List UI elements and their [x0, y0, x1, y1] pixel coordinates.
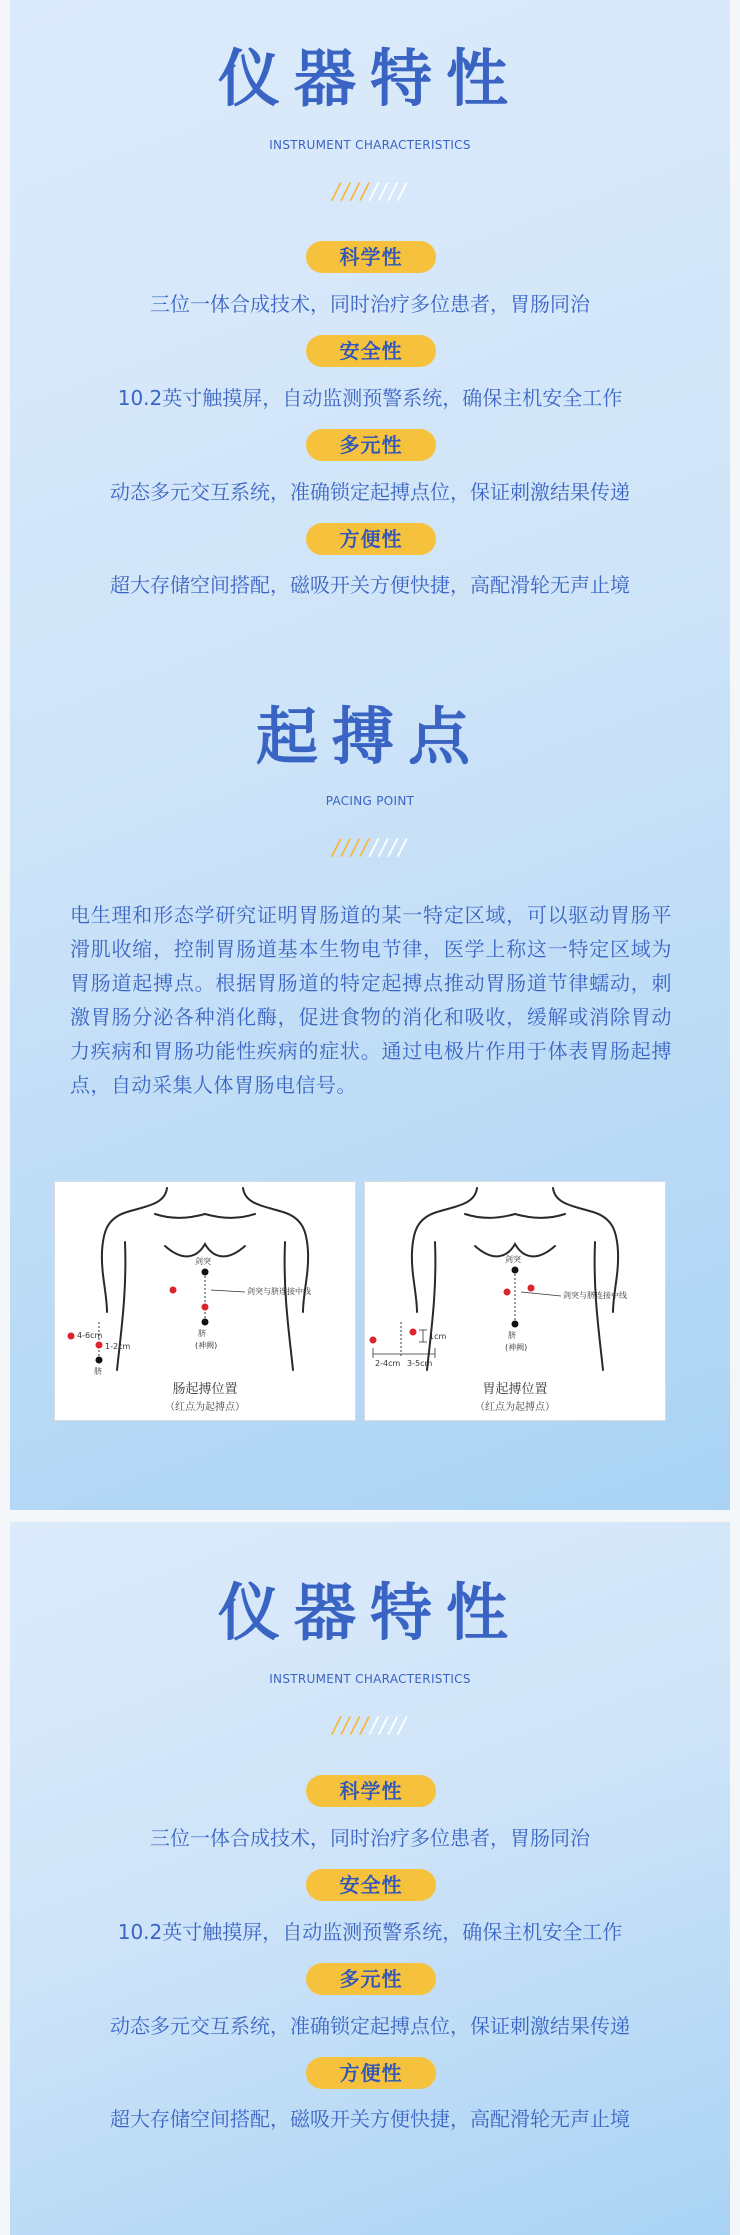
feature-text: 10.2英寸触摸屏，自动监测预警系统，确保主机安全工作 [117, 386, 623, 410]
feature-badge-scientific: 科学性 [306, 241, 436, 273]
pacing-point-description: 电生理和形态学研究证明胃肠道的某一特定区域，可以驱动胃肠平滑肌收缩，控制胃肠道基本生物电节律，医学上称这一特定区域为胃肠道起搏点。根据胃肠道的特定起搏点推动胃肠道节律蠕动，刺激胃肠分泌各种消化酶，促进食物的消化和吸收，缓解或消除胃动力疾病和胃肠功能性疾病的症状。通过电极片作用于体表胃肠起搏点，自动采集人体胃肠电信号。 [70, 903, 672, 1097]
pacing-point [410, 1329, 417, 1336]
xiphoid-label: 剑突 [505, 1255, 521, 1264]
figure-caption: 肠起搏位置 [172, 1382, 238, 1397]
feature-text: 动态多元交互系统，准确锁定起搏点位，保证刺激结果传递 [110, 480, 630, 504]
figure-note: （红点为起搏点） [475, 1402, 555, 1413]
section-title: 仪器特性 [217, 1576, 522, 1649]
feature-text: 三位一体合成技术，同时治疗多位患者，胃肠同治 [150, 1826, 590, 1850]
figure-caption: 胃起搏位置 [482, 1382, 548, 1397]
feature-badge-diversity: 多元性 [306, 1963, 436, 1995]
feature-text: 10.2英寸触摸屏，自动监测预警系统，确保主机安全工作 [117, 1920, 623, 1944]
navel-sub-label: (神阙) [195, 1341, 218, 1350]
feature-badge-convenience: 方便性 [306, 523, 436, 555]
slash-divider: //////// [332, 180, 408, 205]
navel-label: 脐 [198, 1329, 206, 1338]
pacing-point [528, 1285, 535, 1292]
measure-label: 1-2cm [105, 1342, 131, 1351]
measure-label: 3-5cm [407, 1359, 433, 1368]
feature-badge-safety: 安全性 [306, 1869, 436, 1901]
intestine-pacing-diagram [54, 1181, 356, 1421]
feature-text: 动态多元交互系统，准确锁定起搏点位，保证刺激结果传递 [110, 2014, 630, 2038]
midline-label: 剑突与脐连接中线 [247, 1287, 311, 1296]
feature-text: 超大存储空间搭配，磁吸开关方便快捷，高配滑轮无声止境 [110, 573, 630, 597]
feature-badge-scientific: 科学性 [306, 1775, 436, 1807]
section-subtitle: INSTRUMENT CHARACTERISTICS [269, 1672, 471, 1686]
feature-badge-diversity: 多元性 [306, 429, 436, 461]
slash-divider: //////// [332, 1714, 408, 1739]
pacing-point [202, 1304, 209, 1311]
section-subtitle: PACING POINT [325, 794, 415, 808]
characteristics-panel [10, 1522, 730, 2235]
midline-label: 剑突与脐连接中线 [563, 1291, 627, 1300]
measure-label: 4-6cm [77, 1331, 103, 1340]
measure-label: 1cm [429, 1332, 447, 1341]
stomach-pacing-diagram [364, 1181, 666, 1421]
slash-divider: //////// [332, 836, 408, 861]
section-subtitle: INSTRUMENT CHARACTERISTICS [269, 138, 471, 152]
pacing-point [68, 1333, 75, 1340]
navel-label: 脐 [508, 1331, 516, 1340]
pacing-point [170, 1287, 177, 1294]
figure-note: （红点为起搏点） [165, 1402, 245, 1413]
section-title: 起搏点 [255, 700, 484, 773]
feature-text: 三位一体合成技术，同时治疗多位患者，胃肠同治 [150, 292, 590, 316]
section-title: 仪器特性 [217, 42, 522, 115]
navel-label: 脐 [94, 1367, 102, 1376]
measure-label: 2-4cm [375, 1359, 401, 1368]
pacing-point [504, 1289, 511, 1296]
pacing-point [370, 1337, 377, 1344]
navel-sub-label: (神阙) [505, 1343, 528, 1352]
feature-badge-safety: 安全性 [306, 335, 436, 367]
xiphoid-label: 剑突 [195, 1257, 211, 1266]
feature-badge-convenience: 方便性 [306, 2057, 436, 2089]
feature-text: 超大存储空间搭配，磁吸开关方便快捷，高配滑轮无声止境 [110, 2107, 630, 2131]
pacing-point [96, 1342, 103, 1349]
